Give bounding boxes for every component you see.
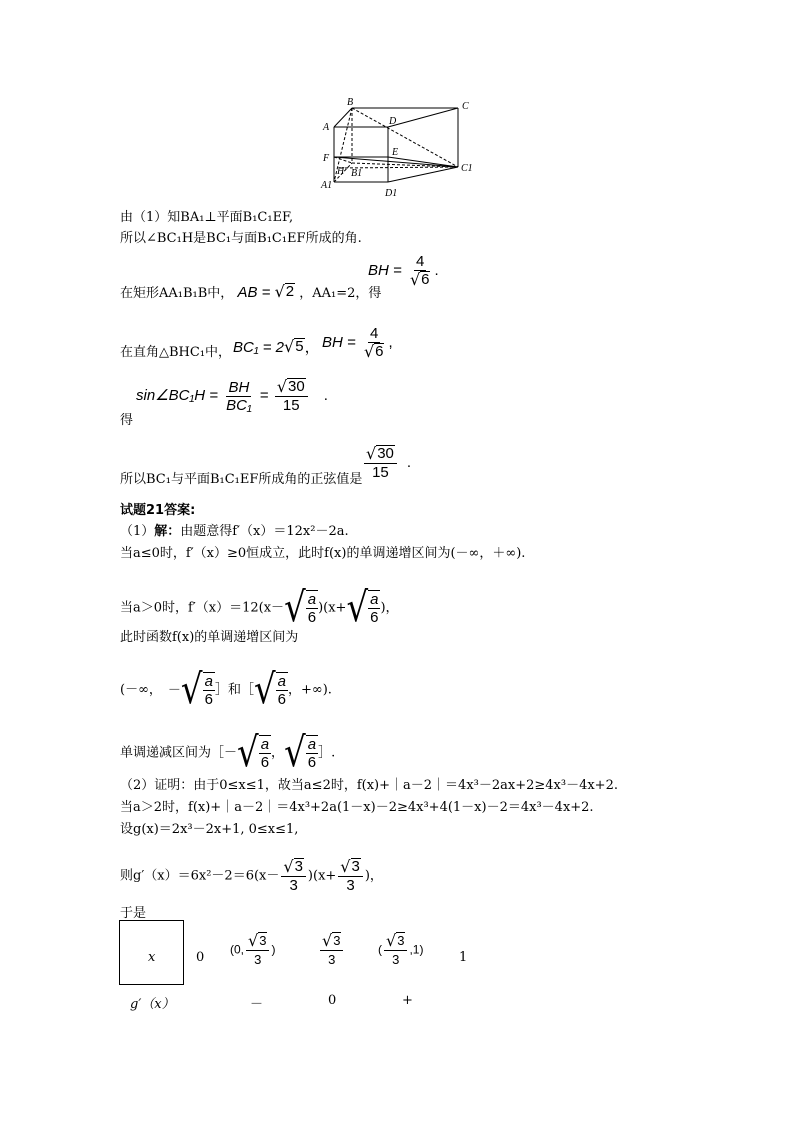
table-cell-0: 0	[196, 950, 205, 965]
table-cell-zero: 0	[328, 993, 337, 1008]
edge-D-C	[388, 108, 458, 127]
label-H: H	[337, 166, 345, 177]
prism-figure	[318, 95, 478, 200]
sine-expression: sin∠BC₁H = $\frac{BH}{\text{BC₁}}$ = √ 30 15 .	[136, 377, 328, 414]
para-4: 此时函数f(x)的单调递增区间为	[120, 630, 299, 645]
label-E: E	[392, 147, 399, 158]
label-D: D	[389, 116, 397, 127]
line-4-text: 在直角△BHC₁中，	[120, 345, 232, 360]
bc1-value: BC₁ = 2 √ 5 ，	[233, 337, 320, 356]
table-cell-interval-2: ( √ 3 3 ,1)	[378, 931, 424, 967]
bh-fraction-2: BH = 4 √ 6 ,	[322, 325, 393, 361]
table-cell-plus: +	[402, 993, 413, 1008]
line-4	[120, 345, 231, 361]
para-7: （2）证明：由于0≤x≤1，故当a≤2时，f(x)+｜a－2｜＝4x³－2ax+2≥4x³－4x+2.	[120, 778, 618, 793]
line-3-text: 在矩形AA₁B₁B中，	[120, 286, 234, 301]
sine-answer: √ 30 15 .	[366, 444, 412, 481]
ab-label: AB =	[237, 284, 275, 301]
line-3-mid: ，AA₁=2，得	[299, 286, 382, 301]
label-A1: A1	[321, 180, 333, 191]
table-x-label: x	[148, 950, 156, 965]
line-5-de: 得	[120, 413, 134, 428]
line-6: 所以BC₁与平面B₁C₁EF所成角的正弦值是	[120, 472, 363, 487]
dash-B-C1	[352, 108, 458, 167]
answer-21-heading: 试题21答案:	[120, 503, 196, 518]
para-6: 单调递减区间为［－ √ $\frac{a}{6}$ ， √ $\frac{a}{6}$ ］.	[120, 729, 336, 777]
para-11: 于是	[120, 906, 147, 921]
table-cell-1: 1	[459, 950, 468, 965]
edge-D1-C1	[388, 167, 458, 182]
para-5: (－∞， － √ $\frac{a}{6}$ ］和［ √ $\frac{a}{6}$ ，+∞).	[120, 666, 332, 714]
line-2: 所以∠BC₁H是BC₁与面B₁C₁EF所成的角.	[120, 231, 362, 246]
edge-A-B	[334, 108, 352, 127]
label-B1: B1	[351, 168, 363, 179]
table-cell-root: √ 3 3	[318, 932, 345, 968]
table-row-label: g′（x）	[130, 997, 175, 1012]
label-A: A	[323, 122, 330, 133]
table-cell-minus: －	[250, 997, 264, 1012]
label-C1: C1	[461, 163, 473, 174]
para-8: 当a＞2时，f(x)+｜a－2｜＝4x³+2a(1－x)－2≥4x³+4(1－x)－2＝4x³－4x+2.	[120, 800, 594, 815]
sqrt-2: √ 2	[274, 282, 295, 301]
table-cell-interval-1: (0, √ 3 3 )	[230, 931, 276, 967]
para-9: 设g(x)＝2x³－2x+1, 0≤x≤1,	[120, 822, 299, 837]
para-10: 则g′（x）＝6x²－2＝6(x－ √ 3 3 )(x+ √ 3 3 )，	[120, 857, 383, 894]
label-B: B	[347, 97, 354, 108]
line-3	[120, 283, 381, 302]
line-1: 由（1）知BA₁⊥平面B₁C₁EF,	[120, 210, 294, 225]
para-3: 当a＞0时，f′（x）＝12(x－ √ $\frac{a}{6}$ )(x+ √ $\frac{a}{6}$ )，	[120, 584, 399, 632]
label-D1: D1	[385, 188, 398, 199]
bh-fraction-1: BH = 4 √ 6 .	[368, 253, 439, 289]
para-2: 当a≤0时，f′（x）≥0恒成立，此时f(x)的单调递增区间为(－∞，＋∞).	[120, 546, 526, 561]
label-F: F	[323, 153, 330, 164]
label-C: C	[462, 101, 469, 112]
para-1: （1）解：由题意得f′（x）＝12x²－2a.	[120, 524, 349, 539]
